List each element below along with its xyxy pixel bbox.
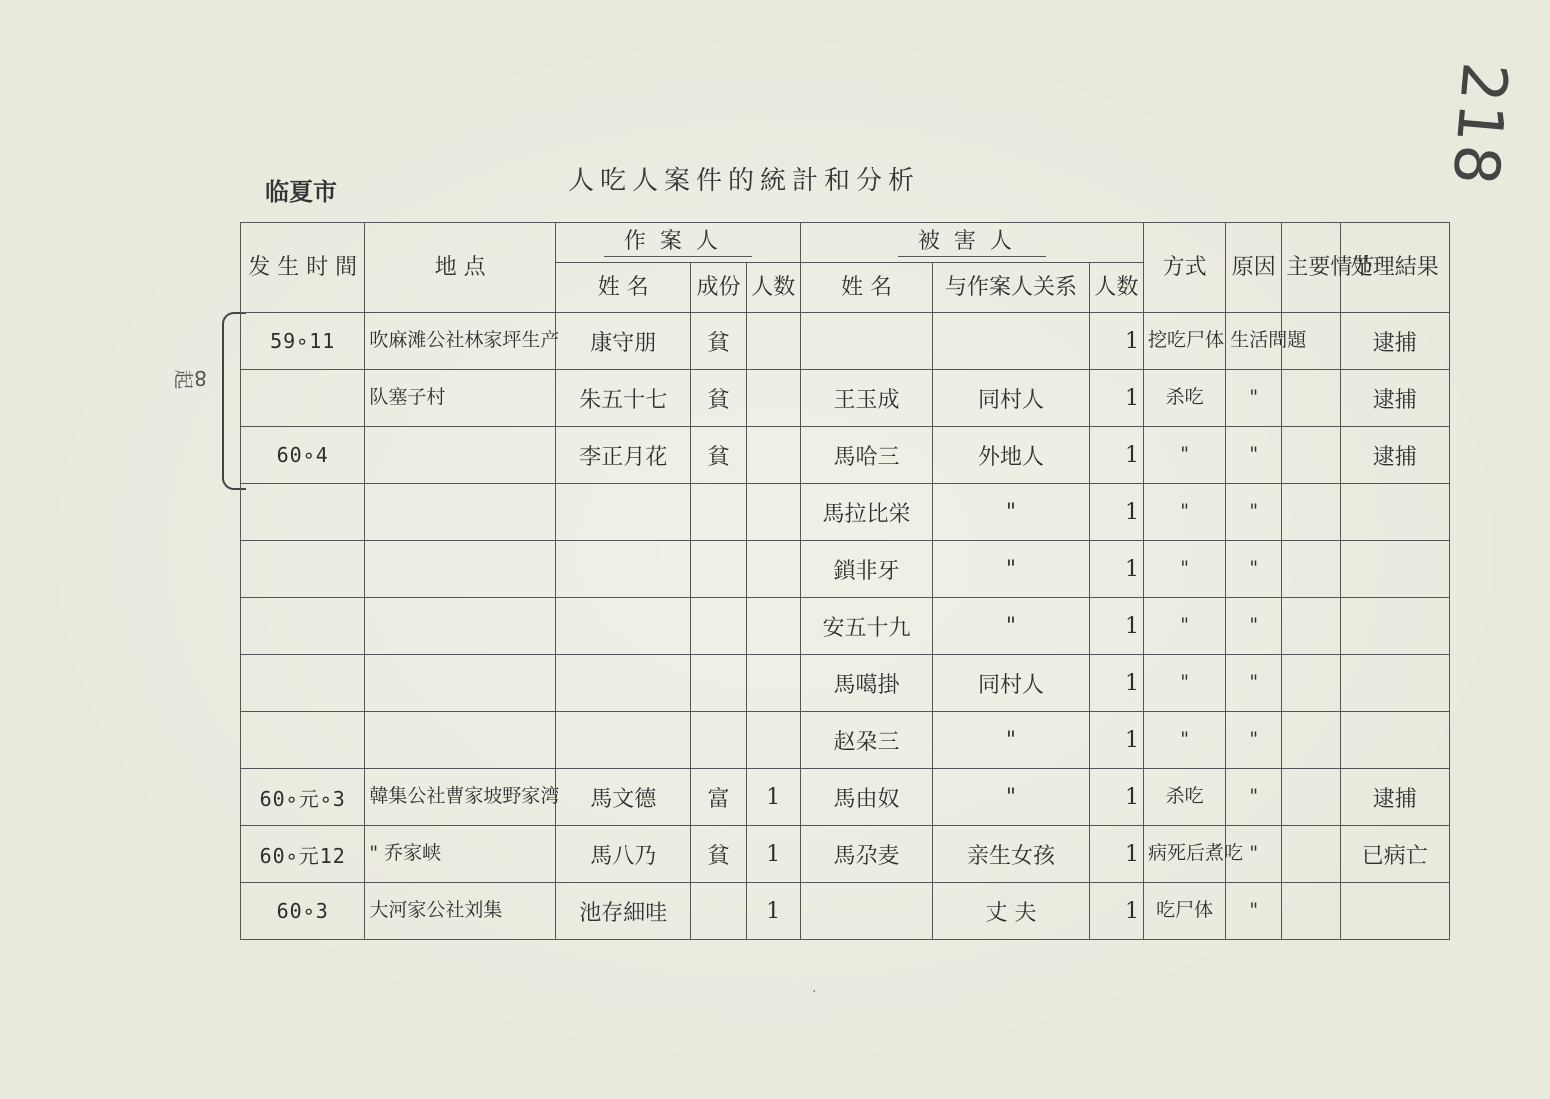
table-row [241,655,1450,712]
cell-plot [1282,769,1340,826]
cell-result: 已病亡 [1340,826,1449,883]
cell-plot [1282,655,1340,712]
cell-perp-class [691,712,746,769]
cell-perp-class: 貧 [691,427,746,484]
cell-perp-count: 1 [746,826,800,883]
cell-place [365,484,556,541]
header-victim-name: 姓 名 [800,263,932,313]
cell-place [365,712,556,769]
cell-plot [1282,427,1340,484]
cell-perp-class [691,598,746,655]
header-plot: 主要情节 [1282,223,1340,313]
cell-cause: 生活問題 [1226,313,1282,370]
table-row [241,712,1450,769]
cell-perp-class [691,541,746,598]
handwritten-page-number: 218 [1438,59,1522,190]
cell-plot [1282,826,1340,883]
cell-perp-class: 富 [691,769,746,826]
cell-victim-count: 1 [1089,313,1143,370]
victim-group-label: 被害人 [898,228,1046,257]
cell-victim-count: 1 [1089,484,1143,541]
cell-perp-count [746,370,800,427]
cell-result [1340,484,1449,541]
header-place: 地 点 [365,223,556,313]
cell-time: 60∘元12 [241,826,365,883]
cell-perp-name [556,541,691,598]
cell-place [365,541,556,598]
cell-result: 逮捕 [1340,769,1449,826]
cell-relation: 丈 夫 [933,883,1090,940]
cell-method: " [1143,427,1225,484]
table-body [241,313,1450,940]
table-row [241,370,1450,427]
cell-result [1340,655,1449,712]
cell-perp-count [746,598,800,655]
cell-perp-name: 馬八乃 [556,826,691,883]
cell-perp-name: 池存細哇 [556,883,691,940]
cell-place: 吹麻滩公社林家坪生产 [365,313,556,370]
cell-perp-name [556,598,691,655]
cell-plot [1282,484,1340,541]
cell-method: 吃尸体 [1143,883,1225,940]
cell-result [1340,541,1449,598]
cell-victim-name: 馬哈三 [800,427,932,484]
cell-perp-name: 朱五十七 [556,370,691,427]
cell-place [365,427,556,484]
cell-method: " [1143,712,1225,769]
cell-plot [1282,883,1340,940]
cell-relation: 同村人 [933,655,1090,712]
cell-victim-count: 1 [1089,541,1143,598]
cell-victim-count: 1 [1089,370,1143,427]
cell-place [365,598,556,655]
cell-perp-class [691,655,746,712]
cell-method: " [1143,598,1225,655]
header-result: 处理結果 [1340,223,1449,313]
cell-result [1340,598,1449,655]
perpetrator-group-label: 作案人 [604,228,752,257]
page-footer-mark: · [812,984,817,1000]
cell-victim-name: 王玉成 [800,370,932,427]
cell-method: " [1143,541,1225,598]
cell-place: " 乔家峡 [365,826,556,883]
cell-method: 杀吃 [1143,370,1225,427]
cell-victim-name: 馬由奴 [800,769,932,826]
cell-result: 逮捕 [1340,313,1449,370]
cell-victim-name: 安五十九 [800,598,932,655]
cell-relation: 同村人 [933,370,1090,427]
header-perp-name: 姓 名 [556,263,691,313]
cell-relation: " [933,598,1090,655]
cell-cause: " [1226,769,1282,826]
table-row [241,313,1450,370]
city-label: 临夏市 [265,177,337,206]
cell-time [241,712,365,769]
cell-method: " [1143,484,1225,541]
cell-perp-class [691,883,746,940]
cell-perp-count [746,484,800,541]
cell-result [1340,883,1449,940]
cell-result: 逮捕 [1340,370,1449,427]
cell-time: 59∘11 [241,313,365,370]
cell-place: 队塞子村 [365,370,556,427]
bracket-annotation: 8起 [174,365,207,390]
cell-perp-count [746,655,800,712]
table-row [241,484,1450,541]
cell-perp-count [746,541,800,598]
cell-perp-name [556,655,691,712]
cell-perp-class: 貧 [691,313,746,370]
cell-time [241,370,365,427]
cell-plot [1282,712,1340,769]
header-row-top [241,223,1450,263]
cell-perp-count: 1 [746,883,800,940]
cell-method: 病死后煮吃 [1143,826,1225,883]
cell-perp-count [746,313,800,370]
document-title: 人吃人案件的統計和分析 [568,166,921,196]
cell-place [365,655,556,712]
header-victim-group [800,223,1143,263]
cell-cause: " [1226,826,1282,883]
cell-method: 杀吃 [1143,769,1225,826]
cell-time [241,598,365,655]
cell-victim-name: 鎖非牙 [800,541,932,598]
cell-method: " [1143,655,1225,712]
cell-plot [1282,598,1340,655]
table-row [241,883,1450,940]
cell-victim-count: 1 [1089,655,1143,712]
cell-perp-name: 康守朋 [556,313,691,370]
cell-result [1340,712,1449,769]
table-row [241,541,1450,598]
cell-time: 60∘4 [241,427,365,484]
table-row [241,826,1450,883]
cell-cause: " [1226,484,1282,541]
cell-cause: " [1226,883,1282,940]
header-victim-count: 人数 [1089,263,1143,313]
cell-time [241,655,365,712]
cell-relation [933,313,1090,370]
cell-cause: " [1226,370,1282,427]
cell-relation: 亲生女孩 [933,826,1090,883]
cell-perp-count [746,712,800,769]
cell-perp-class [691,484,746,541]
cell-perp-class: 貧 [691,370,746,427]
header-cause: 原因 [1226,223,1282,313]
cell-cause: " [1226,712,1282,769]
cell-plot [1282,541,1340,598]
cell-victim-count: 1 [1089,712,1143,769]
header-perpetrator-group [556,223,801,263]
cell-victim-count: 1 [1089,427,1143,484]
header-method: 方式 [1143,223,1225,313]
cell-victim-count: 1 [1089,769,1143,826]
cell-cause: " [1226,598,1282,655]
table-row [241,769,1450,826]
cell-perp-count [746,427,800,484]
cell-relation: " [933,541,1090,598]
cell-plot [1282,370,1340,427]
statistics-table [240,222,1450,940]
cell-victim-count: 1 [1089,883,1143,940]
cell-time [241,541,365,598]
header-relation: 与作案人关系 [933,263,1090,313]
cell-cause: " [1226,427,1282,484]
cell-victim-name: 馬尕麦 [800,826,932,883]
cell-victim-name: 馬拉比栄 [800,484,932,541]
cell-relation: " [933,769,1090,826]
table-row [241,598,1450,655]
cell-time: 60∘3 [241,883,365,940]
header-time: 发 生 时 間 [241,223,365,313]
cell-perp-class: 貧 [691,826,746,883]
cell-cause: " [1226,655,1282,712]
cell-relation: " [933,484,1090,541]
header-perp-class: 成份 [691,263,746,313]
cell-place: 韓集公社曹家坡野家湾 [365,769,556,826]
cell-relation: 外地人 [933,427,1090,484]
cell-result: 逮捕 [1340,427,1449,484]
cell-victim-count: 1 [1089,598,1143,655]
cell-relation: " [933,712,1090,769]
cell-victim-name: 馬噶掛 [800,655,932,712]
cell-cause: " [1226,541,1282,598]
cell-victim-name: 赵朶三 [800,712,932,769]
cell-perp-name [556,712,691,769]
cell-perp-name: 馬文德 [556,769,691,826]
cell-perp-name: 李正月花 [556,427,691,484]
cell-victim-name [800,883,932,940]
cell-perp-count: 1 [746,769,800,826]
cell-victim-name [800,313,932,370]
table-row [241,427,1450,484]
header-perp-count: 人数 [746,263,800,313]
cell-place: 大河家公社刘集 [365,883,556,940]
cell-victim-count: 1 [1089,826,1143,883]
cell-perp-name [556,484,691,541]
cell-time: 60∘元∘3 [241,769,365,826]
cell-method: 挖吃尸体 [1143,313,1225,370]
cell-time [241,484,365,541]
